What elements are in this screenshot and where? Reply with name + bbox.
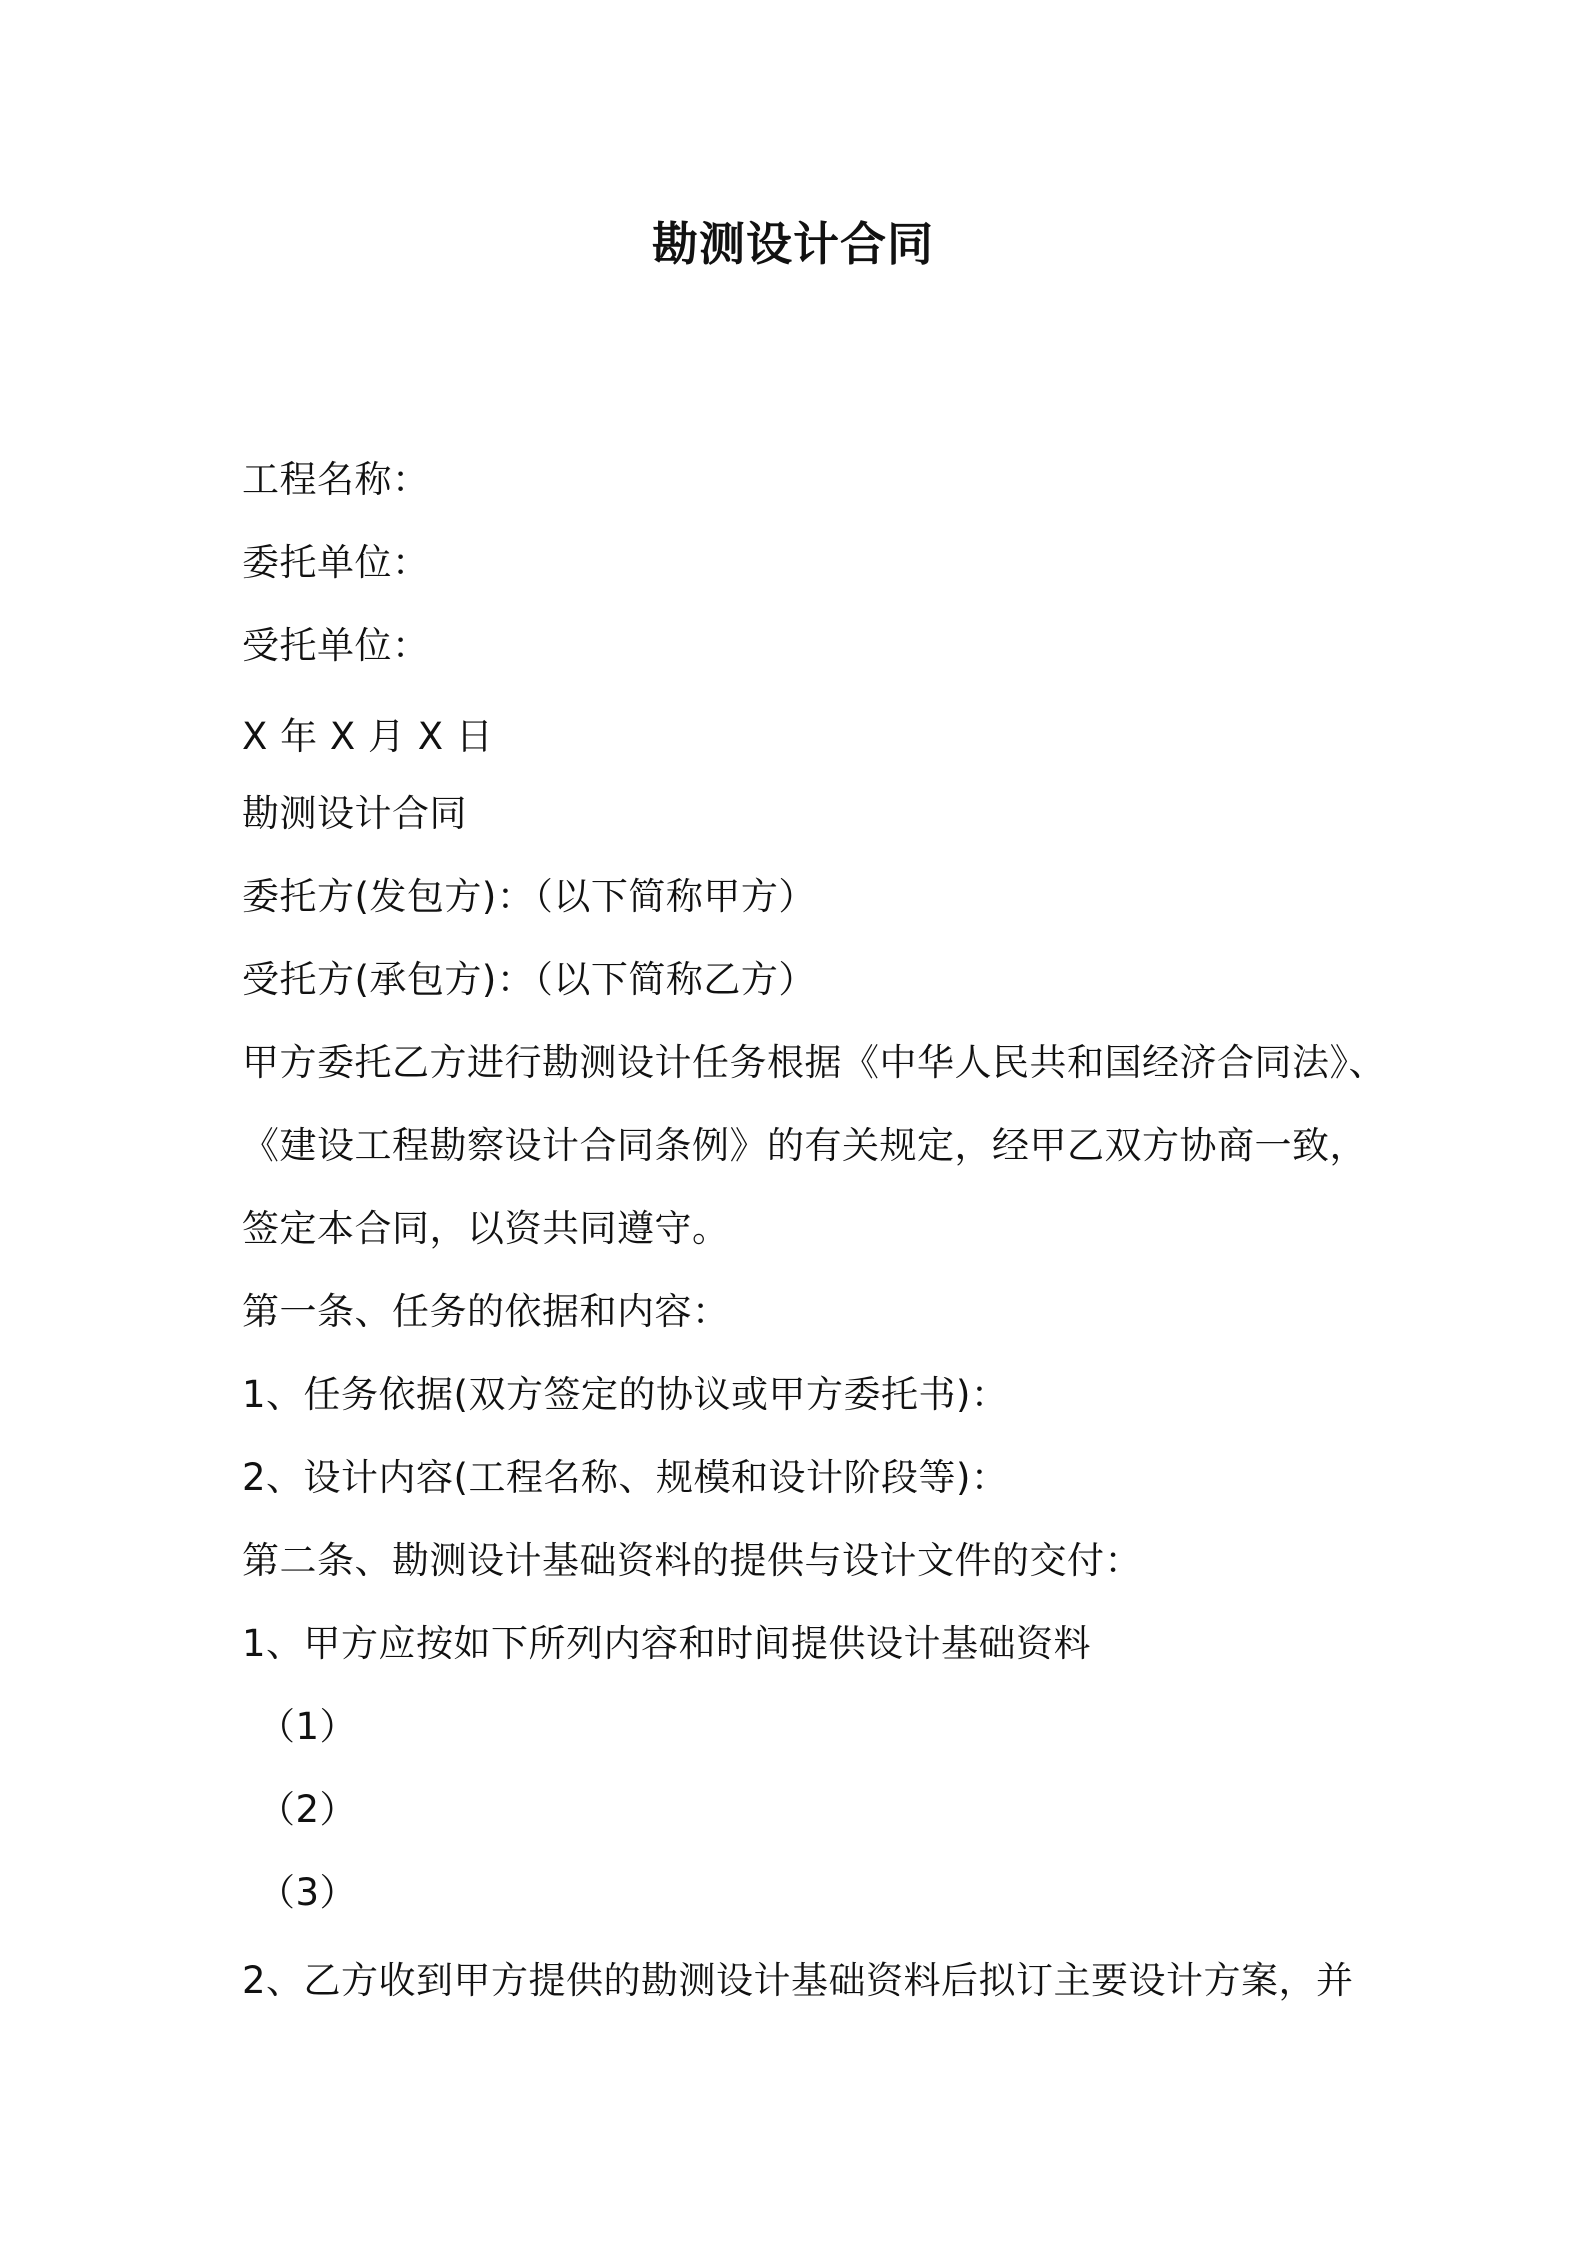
page-title: 勘测设计合同 (652, 217, 934, 271)
article-2-item-1: 1、甲方应按如下所列内容和时间提供设计基础资料 (242, 1622, 1092, 1665)
article-1-item-2: 2、设计内容(工程名称、规模和设计阶段等)： (242, 1456, 1009, 1499)
contractor-label: 受托单位： (242, 624, 430, 667)
date-line: X 年 X 月 X 日 (242, 715, 494, 758)
sub-item-3: （3） (258, 1871, 358, 1914)
article-2-item-2: 2、乙方收到甲方提供的勘测设计基础资料后拟订主要设计方案，并 (242, 1959, 1354, 2002)
client-label: 委托单位： (242, 541, 430, 584)
intro-line-1: 甲方委托乙方进行勘测设计任务根据《中华人民共和国经济合同法》、 (242, 1041, 1386, 1084)
intro-line-2: 《建设工程勘察设计合同条例》的有关规定，经甲乙双方协商一致， (242, 1124, 1367, 1167)
project-name-label: 工程名称： (242, 458, 430, 501)
contract-heading: 勘测设计合同 (242, 792, 467, 835)
sub-item-2: （2） (258, 1788, 358, 1831)
intro-line-3: 签定本合同，以资共同遵守。 (242, 1207, 730, 1250)
party-a-line: 委托方(发包方)：（以下简称甲方） (242, 875, 816, 918)
sub-item-1: （1） (258, 1705, 358, 1748)
article-1-item-1: 1、任务依据(双方签定的协议或甲方委托书)： (242, 1373, 1009, 1416)
party-b-line: 受托方(承包方)：（以下简称乙方） (242, 958, 816, 1001)
article-2-heading: 第二条、勘测设计基础资料的提供与设计文件的交付： (242, 1539, 1142, 1582)
article-1-heading: 第一条、任务的依据和内容： (242, 1290, 730, 1333)
